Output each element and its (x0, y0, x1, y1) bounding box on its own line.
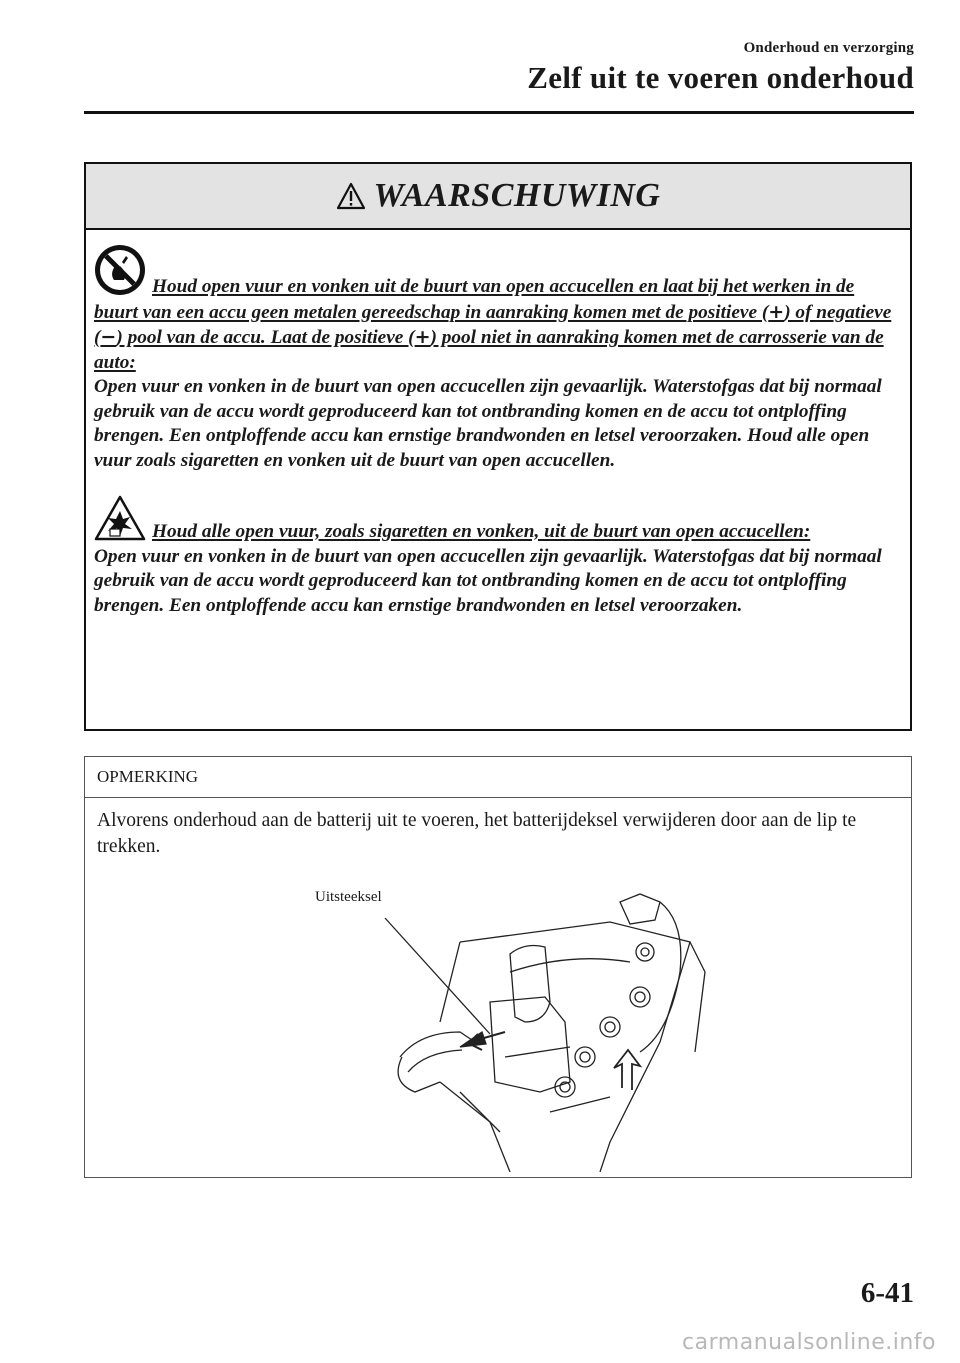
section-title: Onderhoud en verzorging (743, 40, 914, 56)
page-title: Zelf uit te voeren onderhoud (527, 60, 914, 95)
warning-paragraph-2 (94, 495, 900, 618)
warning-title: WAARSCHUWING (373, 177, 661, 214)
plus-symbol: + (414, 326, 431, 348)
note-heading: OPMERKING (85, 757, 911, 798)
plus-symbol: + (768, 300, 785, 323)
p1-heading-b: ) of negatieve ( (94, 301, 892, 348)
p2-body: Open vuur en vonken in de buurt van open accucellen zijn gevaarlijk. Waterstofgas dat bij normaal gebruik van de accu wordt geproduceerd kan tot ontbranding komen en de accu tot ontploffing brengen. Een ontploffende accu kan ernstige brandwonden en letsel veroorzaken. (94, 545, 882, 616)
minus-symbol: − (100, 326, 117, 348)
page-number: 6-41 (860, 1277, 914, 1309)
no-flame-icon (94, 244, 146, 296)
warning-body (86, 230, 910, 618)
watermark: carmanualsonline.info (682, 1330, 936, 1355)
p1-heading-c: ) pool van de accu. Laat de positieve ( (116, 327, 415, 348)
p1-heading-d: ) pool niet in aanraking komen met de carrosserie van de auto: (94, 327, 884, 373)
warning-header (86, 164, 910, 230)
p1-heading-a: Houd open vuur en vonken uit de buurt van open accucellen en laat bij het werken in de buurt van een accu geen metalen gereedschap in aanraking komen met de positieve ( (94, 276, 855, 323)
battery-cover-illustration (310, 882, 710, 1172)
explosion-icon (94, 495, 146, 541)
warning-triangle-icon (336, 182, 366, 210)
warning-paragraph-1 (94, 244, 900, 473)
note-box (84, 756, 912, 1178)
p2-heading: Houd alle open vuur, zoals sigaretten en vonken, uit de buurt van open accucellen: (152, 521, 811, 542)
callout-label: Uitsteeksel (315, 889, 382, 905)
p1-body: Open vuur en vonken in de buurt van open accucellen zijn gevaarlijk. Waterstofgas dat bij normaal gebruik van de accu wordt geproduceerd kan tot ontbranding komen en de accu tot ontploffing brengen. Een ontploffende accu kan ernstige brandwonden en letsel veroorzaken. Houd alle open vuur zoals sigaretten en vonken uit de buurt van open accucellen. (94, 376, 882, 471)
header-rule (84, 111, 914, 114)
note-text: Alvorens onderhoud aan de batterij uit te voeren, het batterijdeksel verwijderen door aan de lip te trekken. (97, 810, 857, 857)
warning-box (84, 162, 912, 731)
